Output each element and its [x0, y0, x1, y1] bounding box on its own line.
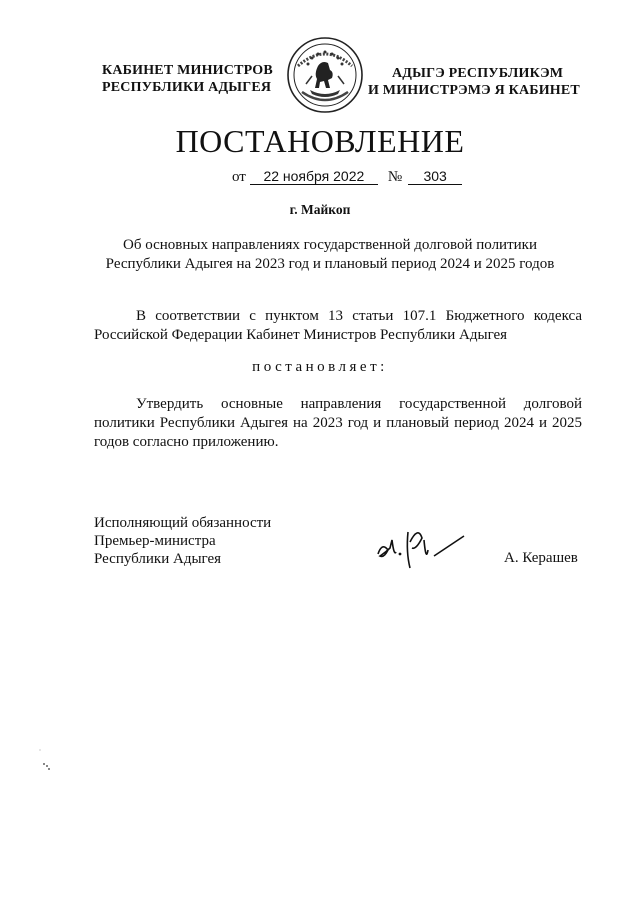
number-value: 303	[408, 168, 462, 185]
document-subject	[80, 236, 580, 274]
signatory-position	[94, 514, 271, 568]
adygea-coat-of-arms-icon	[286, 36, 364, 114]
basis-paragraph: В соответствии с пунктом 13 статьи 107.1 Бюджетного кодекса Российской Федерации Кабинет Министров Республики Адыгея	[94, 308, 582, 343]
document-title: ПОСТАНОВЛЕНИЕ	[175, 123, 465, 159]
signatory-name: А. Керашев	[504, 550, 578, 566]
number-label: №	[387, 169, 403, 185]
header-right-line1: АДЫГЭ РЕСПУБЛИКЭМ	[392, 66, 564, 81]
position-line1: Исполняющий обязанности	[94, 515, 272, 531]
subject-line1: Об основных направлениях государственной долговой политики	[123, 237, 537, 253]
header-left-line1: КАБИНЕТ МИНИСТРОВ	[102, 63, 273, 78]
header-left	[102, 62, 273, 96]
date-prefix: от	[232, 169, 246, 185]
header-right	[368, 65, 580, 99]
scan-artifact	[36, 748, 56, 772]
header-right-line2: И МИНИСТРЭМЭ Я КАБИНЕТ	[368, 83, 580, 98]
subject-line2: Республики Адыгея на 2023 год и плановый период 2024 и 2025 годов	[105, 256, 555, 272]
header-left-line2: РЕСПУБЛИКИ АДЫГЕЯ	[102, 80, 272, 95]
decree-word: постановляет:	[252, 359, 388, 375]
date-value: 22 ноября 2022	[250, 168, 378, 185]
handwritten-signature	[372, 512, 472, 574]
position-line3: Республики Адыгея	[94, 551, 222, 567]
resolution-paragraph: Утвердить основные направления государственной долговой политики Республики Адыгея на 2023 год и плановый период 2024 и 2025 годов согласно приложению.	[94, 396, 582, 450]
position-line2: Премьер-министра	[94, 533, 216, 549]
city: г. Майкоп	[289, 202, 351, 217]
date-number-line	[232, 168, 462, 186]
